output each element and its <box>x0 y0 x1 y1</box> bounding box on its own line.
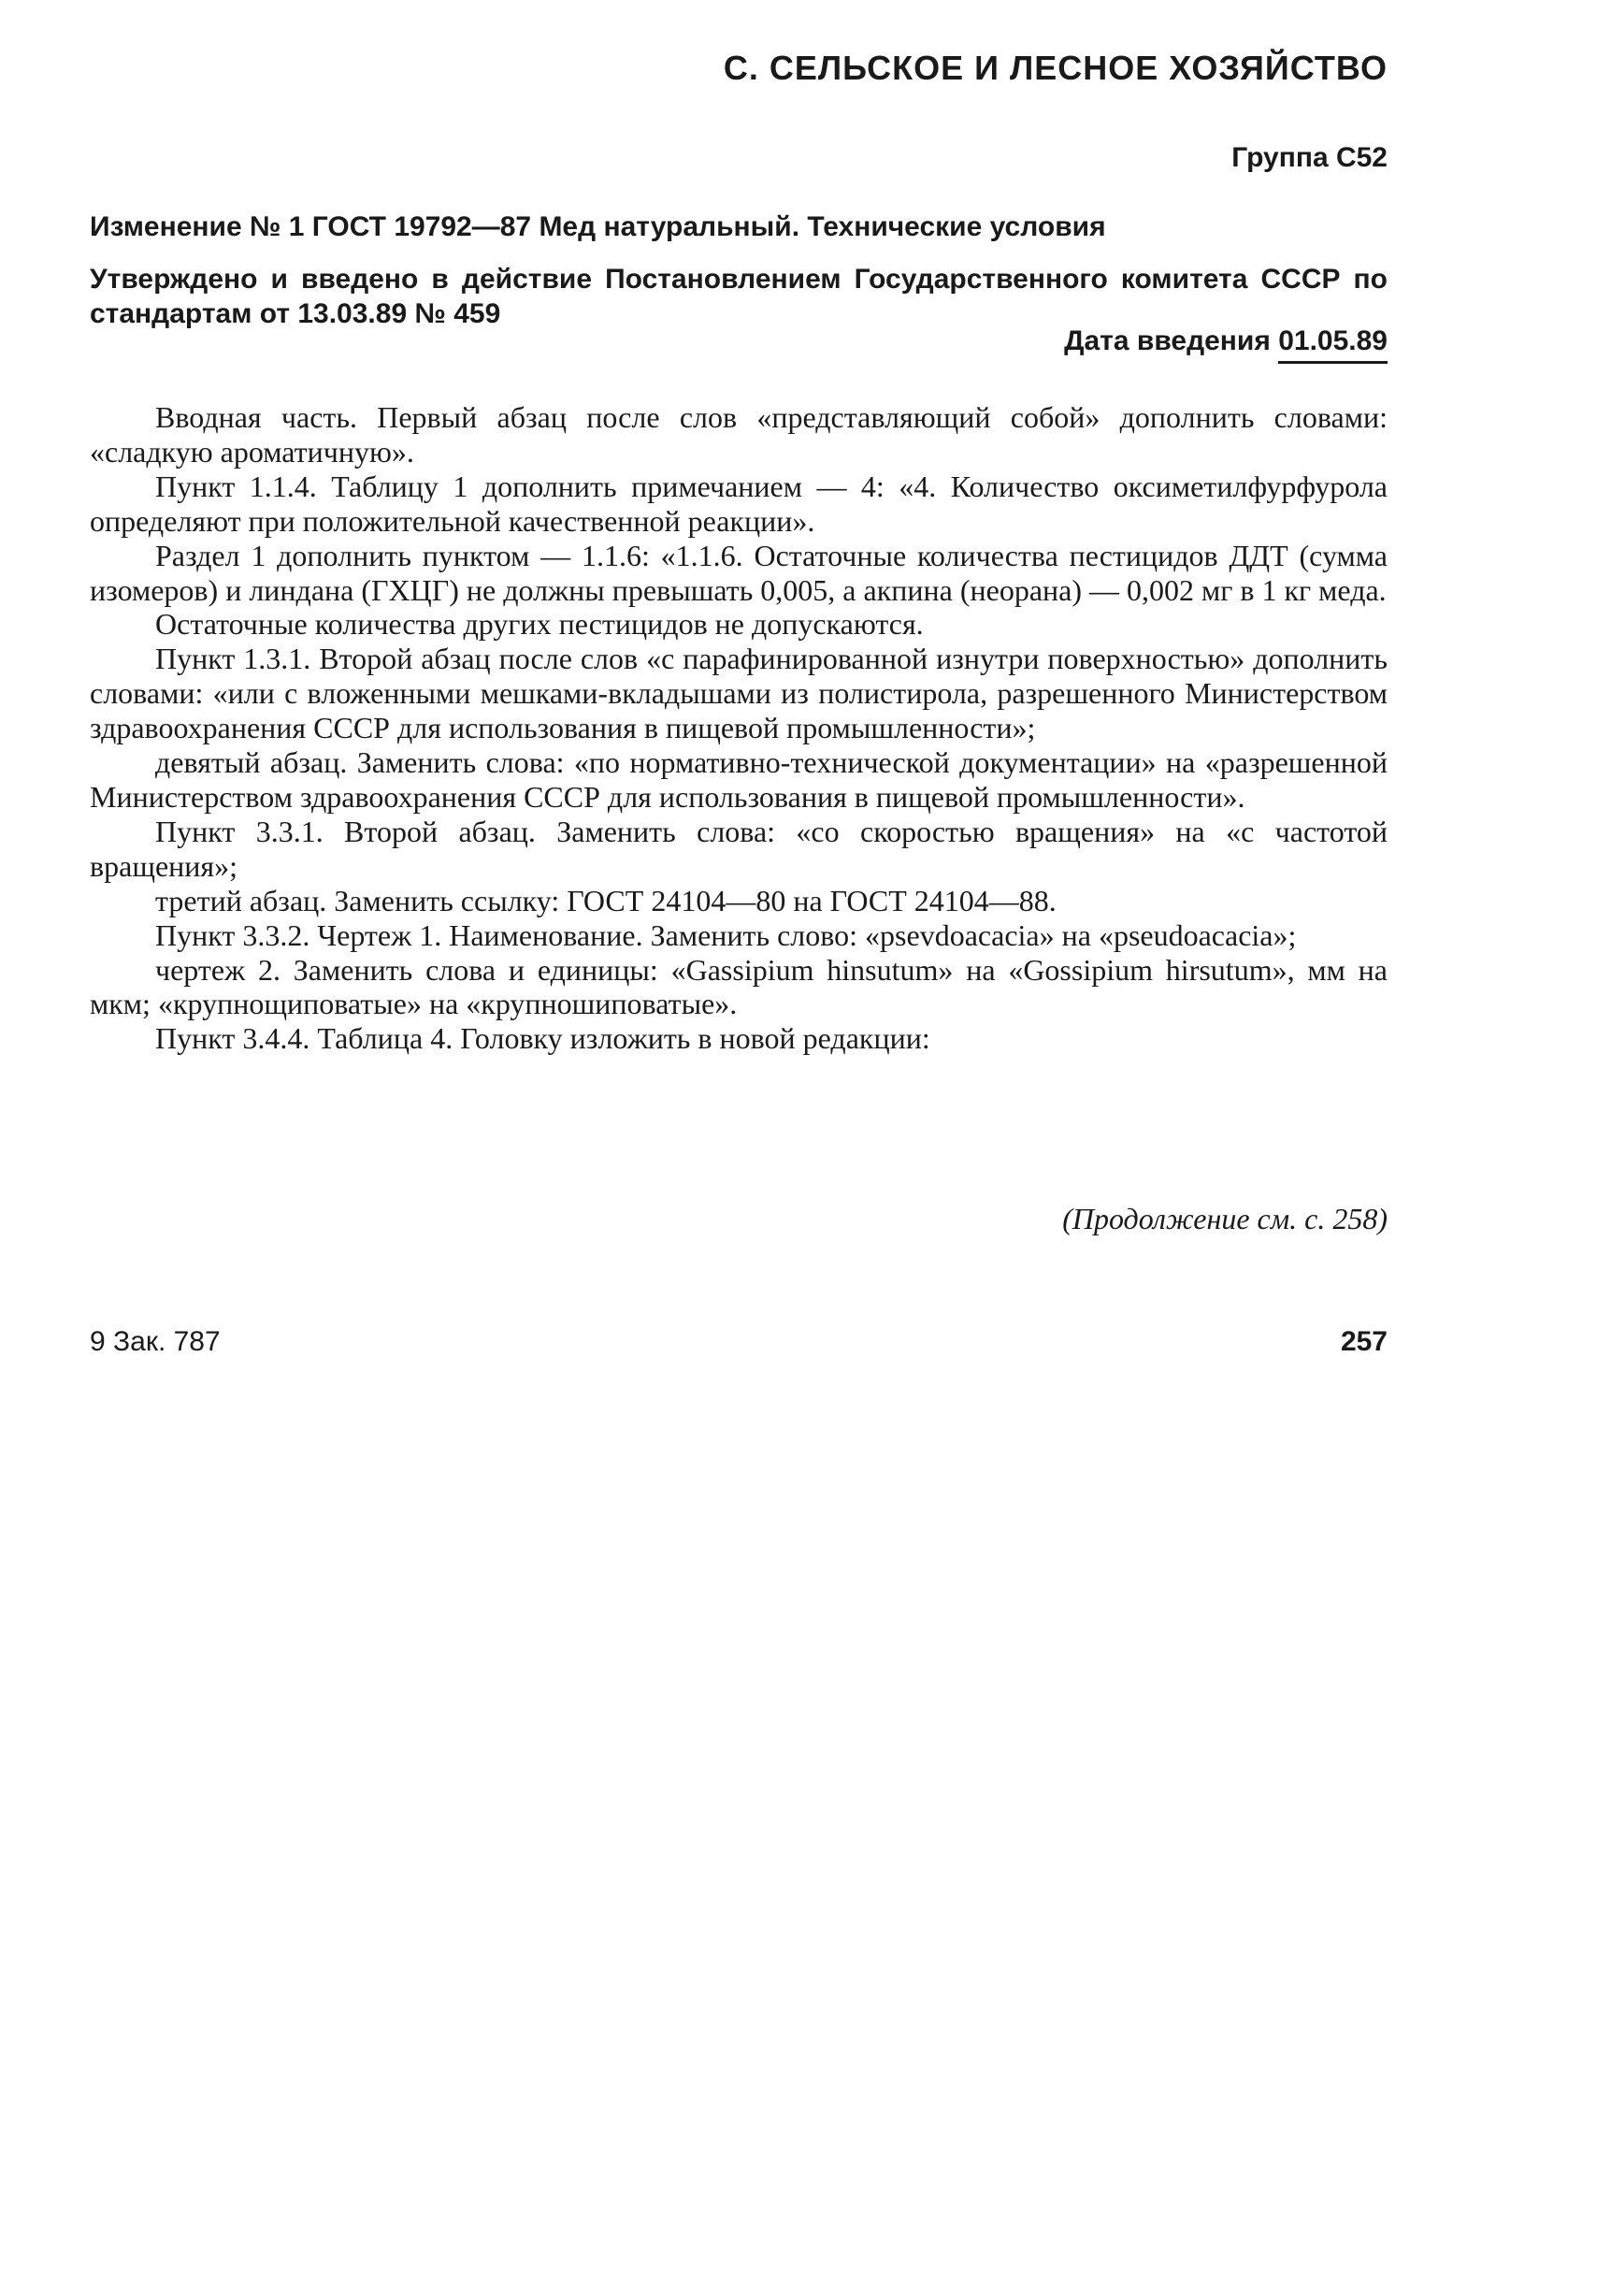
group-code: Группа С52 <box>1231 142 1388 173</box>
page-number: 257 <box>1340 1326 1388 1357</box>
effective-date <box>1064 325 1388 364</box>
paragraph: Вводная часть. Первый абзац после слов «представляющий собой» дополнить словами: «сладкую ароматичную». <box>90 400 1388 469</box>
document-page <box>90 0 1388 2296</box>
paragraph: Раздел 1 дополнить пунктом — 1.1.6: «1.1.6. Остаточные количества пестицидов ДДТ (сумма изомеров) и линдана (ГХЦГ) не должны превышать 0,005, а акпина (неорана) — 0,002 мг в 1 кг меда. <box>90 538 1388 607</box>
paragraph: Пункт 1.1.4. Таблицу 1 дополнить примечанием — 4: «4. Количество оксиметилфурфурола определяют при положительной качественной реакции». <box>90 469 1388 538</box>
approval-statement: Утверждено и введено в действие Постановлением Государственного комитета СССР по стандартам от 13.03.89 № 459 <box>90 264 1388 329</box>
continuation-note: (Продолжение см. с. 258) <box>1062 1202 1388 1235</box>
paragraph: Пункт 3.3.1. Второй абзац. Заменить слова: «со скоростью вращения» на «с частотой вращения»; <box>90 814 1388 883</box>
paragraph: Пункт 3.4.4. Таблица 4. Головку изложить в новой редакции: <box>155 1021 930 1056</box>
paragraph: Пункт 1.3.1. Второй абзац после слов «с парафинированной изнутри поверхностью» дополнить словами: «или с вложенными мешками-вкладышами из полистирола, разрешенного Министерством здравоохранения СССР для использования в пищевой промышленности»; <box>90 642 1388 745</box>
paragraph: чертеж 2. Заменить слова и единицы: «Gassipium hinsutum» на «Gossipium hirsutum», мм на мкм; «крупнощиповатые» на «крупношиповатые». <box>90 952 1388 1021</box>
change-title: Изменение № 1 ГОСТ 19792—87 Мед натуральный. Технические условия <box>90 211 1106 242</box>
paragraph: Остаточные количества других пестицидов не допускаются. <box>155 607 924 642</box>
effective-date-label: Дата введения <box>1064 325 1271 356</box>
section-title: С. СЕЛЬСКОЕ И ЛЕСНОЕ ХОЗЯЙСТВО <box>723 49 1388 87</box>
paragraph: девятый абзац. Заменить слова: «по нормативно-технической документации» на «разрешенной Министерством здравоохранения СССР для использования в пищевой промышленности». <box>90 745 1388 814</box>
effective-date-value: 01.05.89 <box>1278 325 1388 364</box>
order-number: 9 Зак. 787 <box>90 1326 221 1357</box>
paragraph: Пункт 3.3.2. Чертеж 1. Наименование. Заменить слово: «psevdoacacia» на «pseudoacacia»; <box>155 917 1297 952</box>
paragraph: третий абзац. Заменить ссылку: ГОСТ 24104—80 на ГОСТ 24104—88. <box>155 883 1057 917</box>
body-text <box>90 400 1388 1056</box>
